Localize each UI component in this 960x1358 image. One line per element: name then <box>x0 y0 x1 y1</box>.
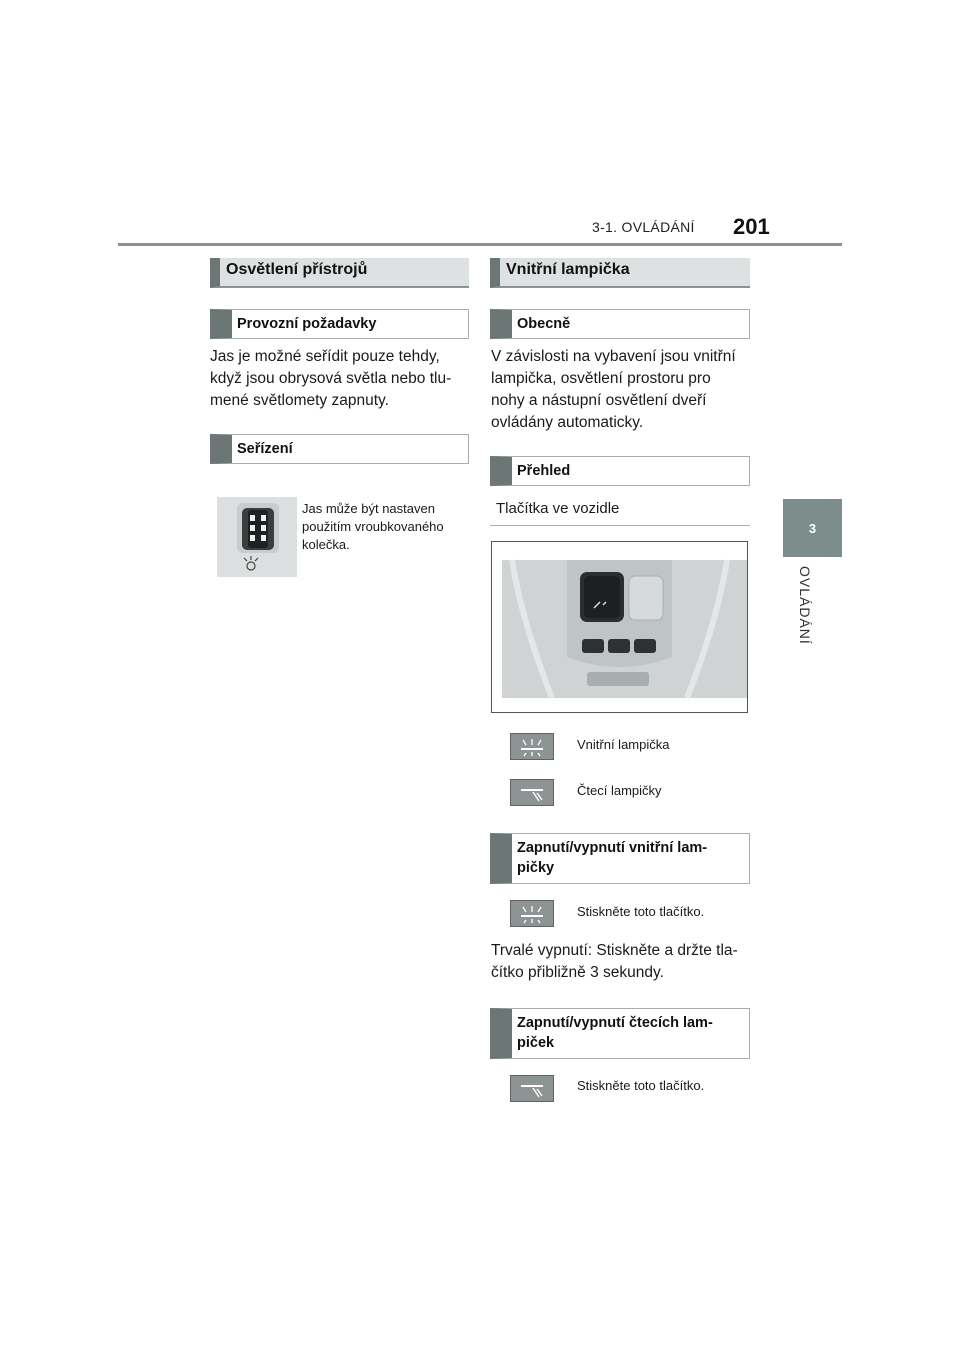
section-heading-interior-lamp: Vnitřní lampička <box>490 258 750 288</box>
reading-onoff-text: Stiskněte toto tlačítko. <box>577 1078 705 1093</box>
subheading-adjustment: Seřízení <box>210 434 469 464</box>
adjustment-text: Jas může být nastaven použitím vroubkovaného kolečka. <box>302 501 444 552</box>
legend-interior-lamp-label: Vnitřní lampička <box>577 737 670 752</box>
chapter-tab[interactable]: 3 <box>783 499 842 557</box>
permanent-off-text: Trvalé vypnutí: Stiskněte a držte tla- čítko přibližně 3 sekundy. <box>491 942 738 981</box>
requirements-text: Jas je možné seřídit pouze tehdy, když jsou obrysová světla nebo tlu- mené světlomety zapnuty. <box>210 348 452 409</box>
reading-lamp-icon <box>510 1075 554 1102</box>
legend-reading-lamp-label: Čtecí lampičky <box>577 783 662 798</box>
subheading-reading-onoff: Zapnutí/vypnutí čtecích lam- piček <box>490 1008 750 1059</box>
interior-lamp-icon <box>510 733 554 760</box>
roof-console-image <box>491 541 748 713</box>
general-text: V závislosti na vybavení jsou vnitřní lampička, osvětlení prostoru pro nohy a nástupní osvětlení dveří ovládány automaticky. <box>491 348 736 431</box>
interior-onoff-text: Stiskněte toto tlačítko. <box>577 904 705 919</box>
page-number: 201 <box>733 214 770 239</box>
subheading-requirements: Provozní požadavky <box>210 309 469 339</box>
section-title: 3-1. OVLÁDÁNÍ <box>592 219 695 235</box>
reading-lamp-icon <box>510 779 554 806</box>
dimmer-wheel-image <box>217 497 297 577</box>
chapter-label: OVLÁDÁNÍ <box>797 566 813 645</box>
subheading-general: Obecně <box>490 309 750 339</box>
header-rule <box>118 243 842 246</box>
subheading-interior-onoff: Zapnutí/vypnutí vnitřní lam- pičky <box>490 833 750 884</box>
interior-lamp-icon <box>510 900 554 927</box>
buttons-heading: Tlačítka ve vozidle <box>490 497 750 526</box>
section-heading-instrument-lighting: Osvětlení přístrojů <box>210 258 469 288</box>
subheading-overview: Přehled <box>490 456 750 486</box>
